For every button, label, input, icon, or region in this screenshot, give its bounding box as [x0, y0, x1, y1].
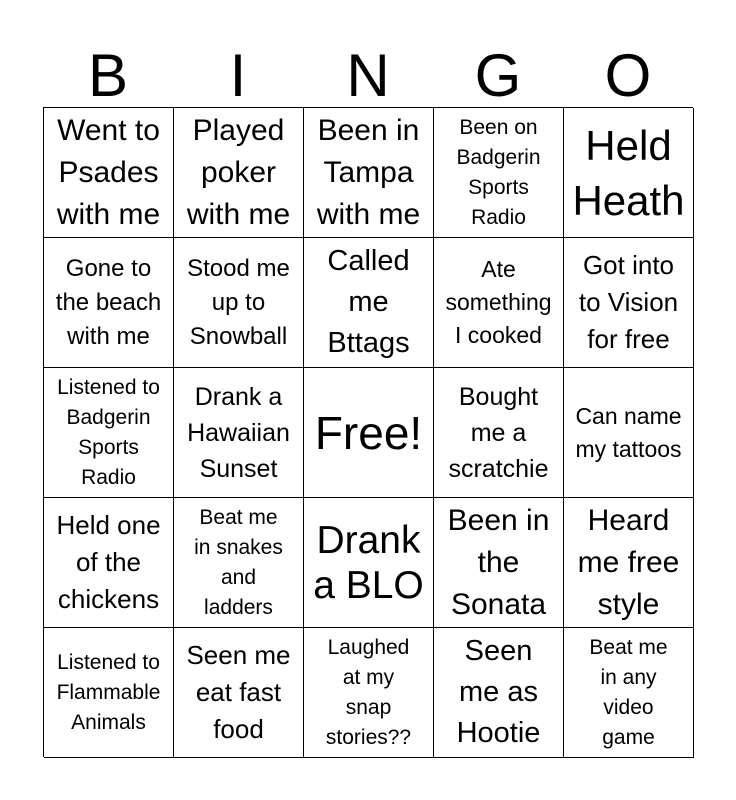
- bingo-cell-r5-c1[interactable]: [44, 628, 174, 758]
- cell-label: Got into to Vision for free: [578, 250, 679, 354]
- bingo-cell-r1-c2[interactable]: [174, 108, 304, 238]
- cell-label: Can name my tattoos: [575, 402, 682, 462]
- cell-label: Beat me in any video game: [589, 635, 668, 749]
- cell-label: Drank a Hawaiian Sunset: [187, 382, 290, 483]
- bingo-cell-r3-c2[interactable]: [174, 368, 304, 498]
- cell-label: Listened to Flammable Animals: [56, 650, 161, 734]
- bingo-cell-r5-c4[interactable]: [434, 628, 564, 758]
- bingo-card-grid: [43, 107, 693, 757]
- bingo-cell-r3-c5[interactable]: [564, 368, 694, 498]
- bingo-cell-r3-c3[interactable]: [304, 368, 434, 498]
- cell-label: Seen me eat fast food: [186, 640, 291, 744]
- cell-label: Stood me up to Snowball: [187, 254, 290, 350]
- bingo-cell-r1-c1[interactable]: [44, 108, 174, 238]
- bingo-cell-r4-c2[interactable]: [174, 498, 304, 628]
- bingo-cell-r5-c3[interactable]: [304, 628, 434, 758]
- bingo-cell-r2-c1[interactable]: [44, 238, 174, 368]
- bingo-cell-r3-c4[interactable]: [434, 368, 564, 498]
- free-space: Free!: [314, 406, 423, 459]
- cell-label: Held one of the chickens: [56, 510, 161, 614]
- bingo-cell-r2-c5[interactable]: [564, 238, 694, 368]
- cell-label: Beat me in snakes and ladders: [194, 505, 283, 619]
- header-letter-b: B: [87, 42, 129, 109]
- cell-label: Laughed at my snap stories??: [325, 635, 412, 749]
- bingo-cell-r4-c5[interactable]: [564, 498, 694, 628]
- cell-label: Drank a BLO: [313, 518, 424, 607]
- bingo-cell-r1-c5[interactable]: [564, 108, 694, 238]
- bingo-cell-r4-c3[interactable]: [304, 498, 434, 628]
- bingo-cell-r2-c3[interactable]: [304, 238, 434, 368]
- cell-label: Seen me as Hootie: [456, 635, 541, 749]
- header-letter-o: O: [604, 42, 652, 109]
- bingo-cell-r4-c1[interactable]: [44, 498, 174, 628]
- bingo-cell-r1-c3[interactable]: [304, 108, 434, 238]
- cell-label: Been in the Sonata: [447, 503, 550, 621]
- header-letter-n: N: [346, 42, 390, 109]
- bingo-cell-r1-c4[interactable]: [434, 108, 564, 238]
- bingo-cell-r2-c4[interactable]: [434, 238, 564, 368]
- cell-label: Played poker with me: [186, 113, 291, 231]
- cell-label: Called me Bttags: [327, 245, 410, 359]
- cell-label: Listened to Badgerin Sports Radio: [57, 375, 160, 489]
- cell-label: Gone to the beach with me: [55, 254, 162, 350]
- cell-label: Held Heath: [572, 121, 685, 224]
- cell-label: Been on Badgerin Sports Radio: [456, 115, 541, 229]
- cell-label: Went to Psades with me: [56, 113, 161, 231]
- bingo-cell-r2-c2[interactable]: [174, 238, 304, 368]
- cell-label: Heard me free style: [577, 503, 680, 621]
- header-letter-g: G: [474, 42, 522, 109]
- cell-label: Bought me a scratchie: [448, 382, 549, 483]
- cell-label: Been in Tampa with me: [316, 113, 421, 231]
- bingo-cell-r4-c4[interactable]: [434, 498, 564, 628]
- bingo-header: [43, 40, 693, 108]
- header-letter-i: I: [229, 42, 247, 109]
- cell-label: Ate something I cooked: [445, 256, 552, 348]
- bingo-cell-r5-c5[interactable]: [564, 628, 694, 758]
- bingo-cell-r5-c2[interactable]: [174, 628, 304, 758]
- bingo-cell-r3-c1[interactable]: [44, 368, 174, 498]
